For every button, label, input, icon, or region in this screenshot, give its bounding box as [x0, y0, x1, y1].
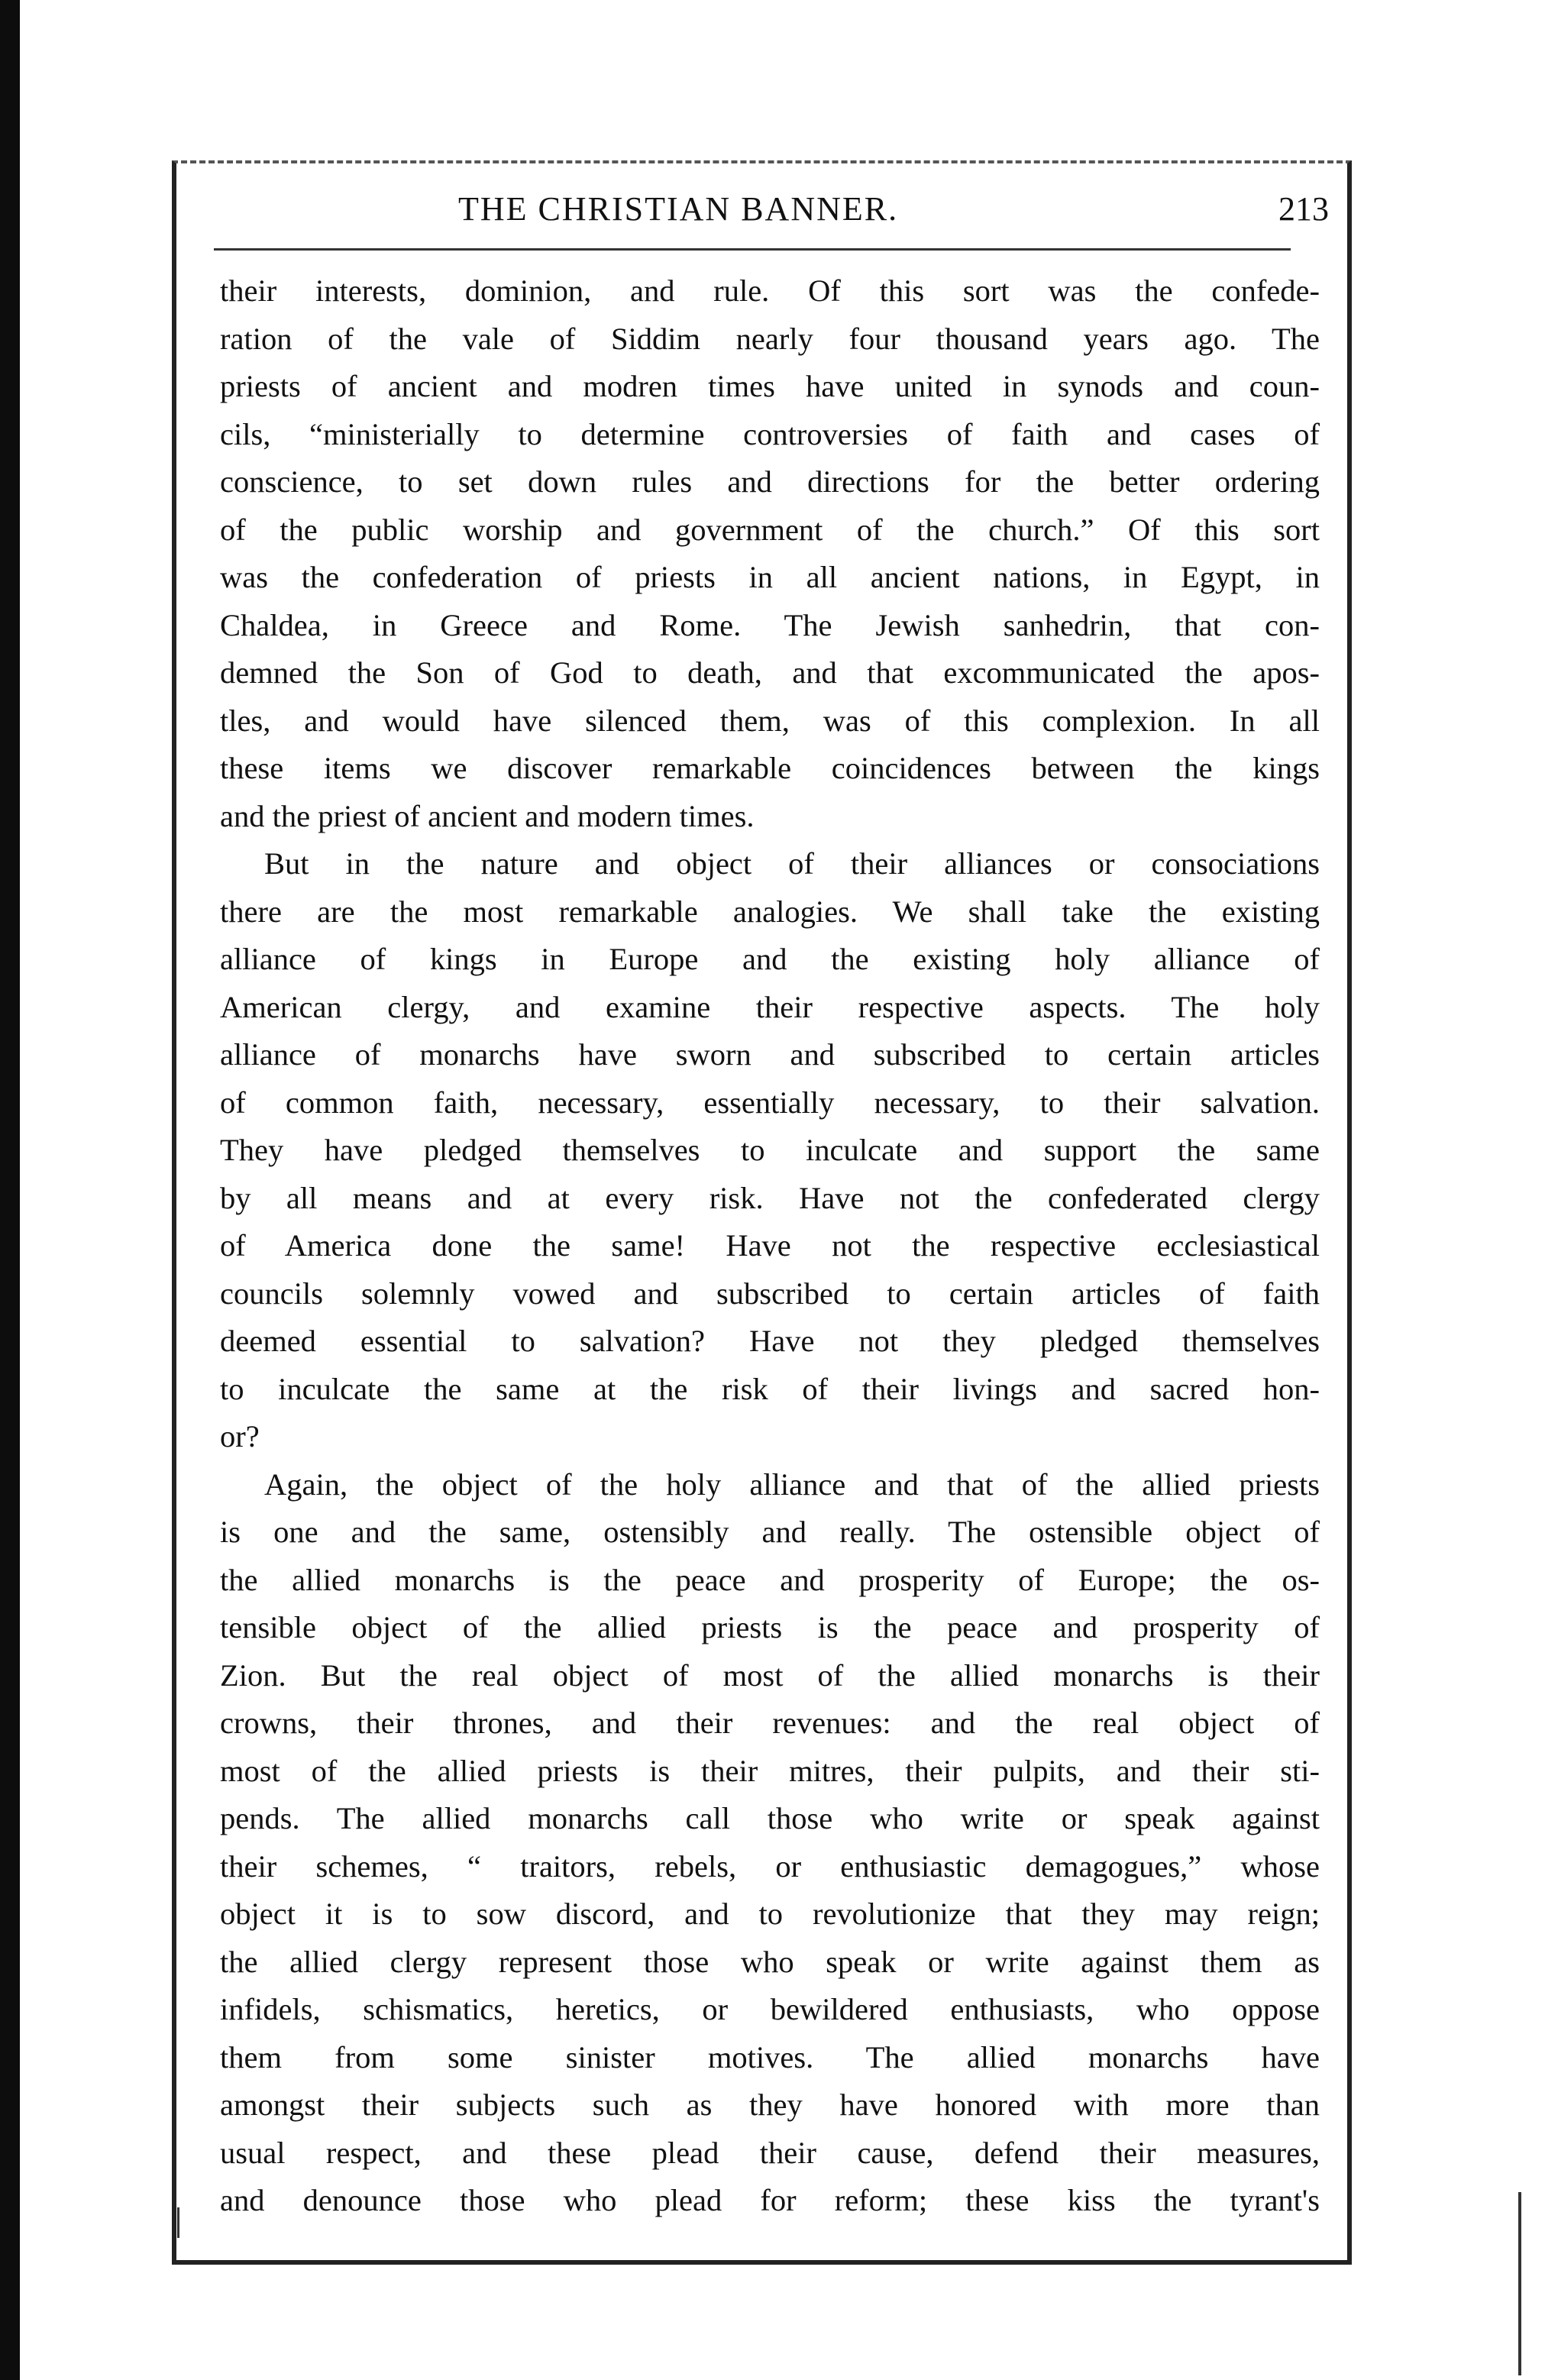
text-line: them from some sinister motives. The allied monarchs have [220, 2039, 1320, 2074]
text-line: crowns, their thrones, and their revenues: and the real object of [220, 1706, 1320, 1740]
text-line: by all means and at every risk. Have not the confederated clergy [220, 1180, 1320, 1215]
text-line: to inculcate the same at the risk of their livings and sacred hon- [220, 1371, 1320, 1406]
text-line: there are the most remarkable analogies. We shall take the existing [220, 894, 1320, 929]
text-line: priests of ancient and modren times have united in synods and coun- [220, 369, 1320, 403]
text-line: councils solemnly vowed and subscribed to certain articles of faith [220, 1276, 1320, 1311]
text-line: demned the Son of God to death, and that excommunicated the apos- [220, 655, 1320, 690]
text-line: tles, and would have silenced them, was of this complexion. In all [220, 703, 1320, 738]
text-line: deemed essential to salvation? Have not they pledged themselves [220, 1324, 1320, 1358]
text-line: Zion. But the real object of most of the allied monarchs is their [220, 1657, 1320, 1693]
text-line: is one and the same, ostensibly and really. The ostensible object of [220, 1515, 1320, 1549]
scan-artifact-mark [1518, 2192, 1521, 2375]
text-line: conscience, to set down rules and directions for the better ordering [220, 464, 1320, 499]
text-line: was the confederation of priests in all ancient nations, in Egypt, in [220, 560, 1320, 594]
text-line: amongst their subjects such as they have honored with more than [220, 2087, 1320, 2122]
text-line: alliance of monarchs have sworn and subscribed to certain articles [220, 1037, 1320, 1072]
paragraph-start: But in the nature and object of their alliances or consociations [264, 846, 1320, 881]
paragraph-start: Again, the object of the holy alliance and that of the allied priests [264, 1466, 1320, 1502]
text-line: and denounce those who plead for reform; these kiss the tyrant's [220, 2183, 1320, 2217]
article-body [220, 267, 1320, 2225]
text-line: cils, “ministerially to determine controversies of faith and cases of [220, 416, 1320, 451]
text-line: these items we discover remarkable coincidences between the kings [220, 751, 1320, 785]
text-line: of America done the same! Have not the respective ecclesiastical [220, 1228, 1320, 1263]
text-line: the allied clergy represent those who speak or write against them as [220, 1944, 1320, 1979]
header-rule [214, 248, 1291, 251]
text-line: object it is to sow discord, and to revolutionize that they may reign; [220, 1897, 1320, 1931]
text-line: of common faith, necessary, essentially necessary, to their salvation. [220, 1085, 1320, 1120]
text-line: ration of the vale of Siddim nearly four thousand years ago. The [220, 321, 1320, 356]
text-line: and the priest of ancient and modern times. [220, 798, 755, 833]
text-line: of the public worship and government of the church.” Of this sort [220, 512, 1320, 547]
text-line: usual respect, and these plead their cause, defend their measures, [220, 2135, 1320, 2170]
text-line: Chaldea, in Greece and Rome. The Jewish sanhedrin, that con- [220, 607, 1320, 642]
text-line: tensible object of the allied priests is the peace and prosperity of [220, 1610, 1320, 1644]
text-line: infidels, schismatics, heretics, or bewildered enthusiasts, who oppose [220, 1992, 1320, 2026]
binding-edge [0, 0, 20, 2380]
text-line: most of the allied priests is their mitres, their pulpits, and their sti- [220, 1753, 1320, 1788]
text-line: They have pledged themselves to inculcate and support the same [220, 1133, 1320, 1167]
running-title: THE CHRISTIAN BANNER. [458, 190, 899, 228]
text-line: alliance of kings in Europe and the existing holy alliance of [220, 942, 1320, 976]
page-number: 213 [1278, 190, 1329, 228]
text-line: American clergy, and examine their respective aspects. The holy [220, 989, 1320, 1024]
scan-artifact-mark [177, 2207, 179, 2238]
text-line: or? [220, 1419, 260, 1454]
text-line: their interests, dominion, and rule. Of this sort was the confede- [220, 273, 1320, 308]
text-line: pends. The allied monarchs call those who write or speak against [220, 1801, 1320, 1835]
text-line: their schemes, “ traitors, rebels, or enthusiastic demagogues,” whose [220, 1848, 1320, 1884]
text-line: the allied monarchs is the peace and prosperity of Europe; the os- [220, 1562, 1320, 1597]
page-header [199, 183, 1329, 244]
